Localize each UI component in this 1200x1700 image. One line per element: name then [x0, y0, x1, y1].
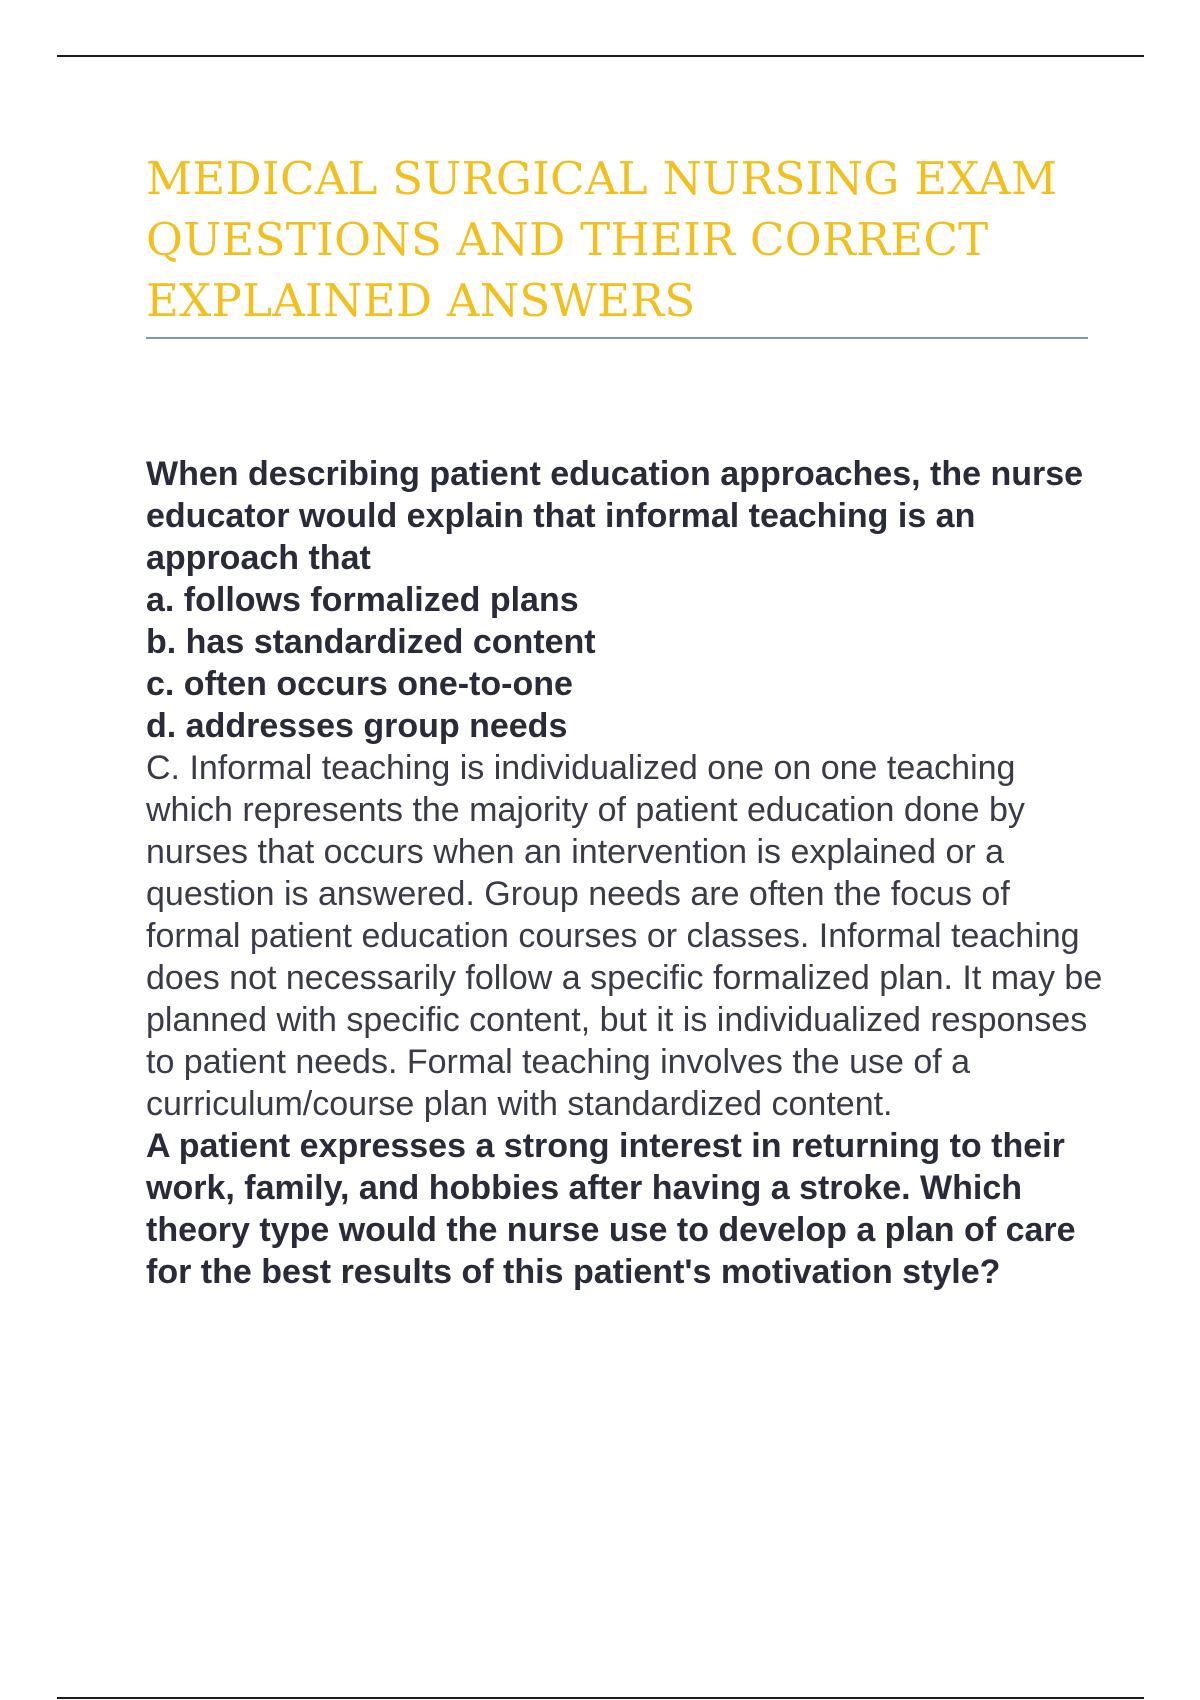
- option-b: b. has standardized content: [146, 623, 596, 661]
- title-block: [146, 148, 1088, 331]
- document-body: [146, 453, 1106, 1293]
- option-c: c. often occurs one-to-one: [146, 665, 573, 703]
- question-item-1: [146, 453, 1106, 1125]
- question-text: When describing patient education approaches, the nurse educator would explain that informal teaching is an approach that: [146, 455, 1084, 577]
- page-bottom-rule: [57, 1697, 1144, 1699]
- document-title: MEDICAL SURGICAL NURSING EXAM QUESTIONS AND THEIR CORRECT EXPLAINED ANSWERS: [146, 152, 1058, 327]
- answer-options: [146, 579, 1106, 747]
- question-item-2: [146, 1125, 1106, 1293]
- question-text: A patient expresses a strong interest in returning to their work, family, and hobbies after having a stroke. Which theory type would the nurse use to develop a plan of care for the best results of this patient's motivation style?: [146, 1127, 1076, 1291]
- option-a: a. follows formalized plans: [146, 581, 579, 619]
- title-underline: [146, 337, 1088, 339]
- option-d: d. addresses group needs: [146, 707, 568, 745]
- answer-explanation: C. Informal teaching is individualized one on one teaching which represents the majority of patient education done by nurses that occurs when an intervention is explained or a question is answered. Group needs are often the focus of formal patient education courses or classes. Informal teaching does not necessarily follow a specific formalized plan. It may be planned with specific content, but it is individualized responses to patient needs. Formal teaching involves the use of a curriculum/course plan with standardized content.: [146, 749, 1103, 1123]
- page-top-rule: [57, 55, 1144, 57]
